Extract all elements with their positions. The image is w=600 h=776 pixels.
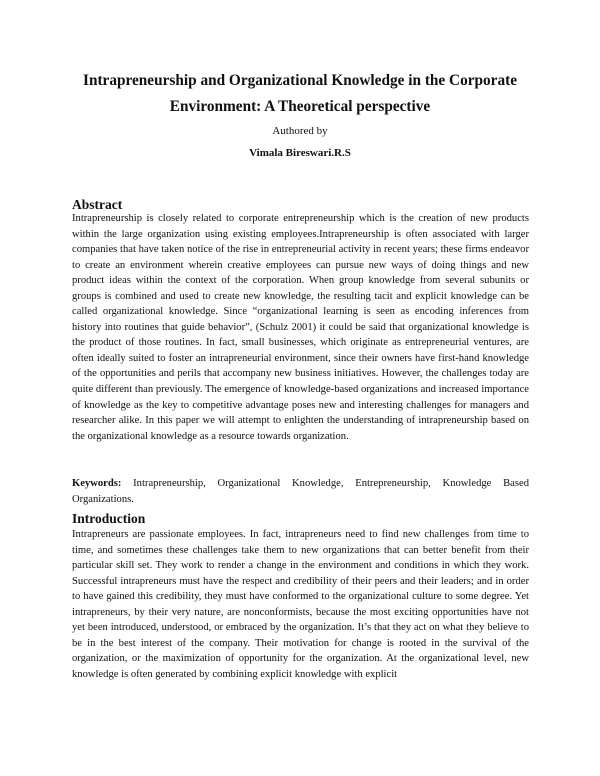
abstract-text: Intrapreneurship is closely related to corporate entrepreneurship which is the creation of new products within the large organization using existing employees.Intrapreneurship is often associated with larger companies that have taken notice of the rise in entrepreneurial activity in recent years; these firms endeavor to create an environment wherein creative employees can pursue new ways of doing things and new product ideas within the context of the corporation. When group knowledge from several subunits or groups is combined and used to create new knowledge, the resulting tacit and explicit knowledge can be called organizational knowledge. Since “organizational learning is seen as encoding inferences from history into routines that guide behavior”, (Schulz 2001) it could be said that organizational knowledge is the product of those routines. In fact, small businesses, which originate as entrepreneurial ventures, are often ideally suited to foster an intrapreneurial environment, since their owners have first-hand knowledge of the opportunities and perils that accompany new business initiatives. However, the challenges today are quite different than previously. The emergence of knowledge-based organizations and increased importance of knowledge as the key to competitive advantage poses new and interesting challenges for managers and researcher alike. In this paper we will attempt to enlighten the understanding of intrapreneurship based on the organizational knowledge as a resource towards organization. xyxy=(72,213,529,442)
author-name: Vimala Bireswari.R.S xyxy=(249,147,351,159)
abstract-heading: Abstract xyxy=(72,197,123,212)
introduction-text: Intrapreneurs are passionate employees. In fact, intrapreneurs need to find new challenges from time to time, and sometimes these challenges take them to new organizations that can better benefit from their particular skill set. They work to render a change in the environment and conditions in which they work. Successful intrapreneurs must have the respect and credibility of their peers and their leaders; and in order to have gained this credibility, they must have conformed to the organizational culture to some degree. Yet intrapreneurs, by their very nature, are nonconformists, because the most exciting opportunities have not yet been introduced, understood, or embraced by the organization. It’s that they act on what they believe to be in the best interest of the company. Their motivation for change is rooted in the survival of the organization, or the maximization of opportunity for the organization. At the organizational level, new knowledge is often generated by combining explicit knowledge with explicit xyxy=(72,529,529,680)
keywords-label: Keywords: xyxy=(72,478,122,489)
keywords-paragraph xyxy=(72,476,529,507)
title-line-2: Environment: A Theoretical perspective xyxy=(169,98,431,115)
authored-by-label: Authored by xyxy=(272,125,328,137)
introduction-heading: Introduction xyxy=(72,511,146,526)
title-line-1: Intrapreneurship and Organizational Knowledge in the Corporate xyxy=(83,72,517,89)
keywords-text: Intrapreneurship, Organizational Knowledge, Entrepreneurship, Knowledge Based Organizations. xyxy=(72,478,529,505)
paper-title xyxy=(40,68,560,120)
